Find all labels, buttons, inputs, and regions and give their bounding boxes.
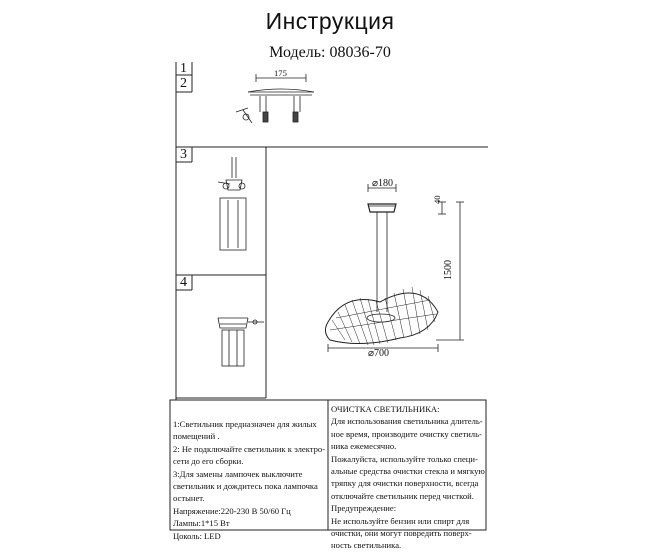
socket-spec: Цоколь: LED [173,530,221,541]
usage-line: сети до его сборки. [173,456,244,467]
cleaning-info-cell [331,403,485,552]
top-height-label: 40 [432,195,442,204]
usage-line: 2: Не подключайте светильник к электро- [173,443,326,454]
step4-lamp-drawing [218,318,264,366]
cleaning-line: тряпку для очистки поверхности, всегда [331,478,479,489]
cleaning-line: альные средства очистки стекла и мягкую [331,466,485,477]
model-number: Модель: 08036-70 [269,44,391,61]
step3-lamp-drawing [218,157,246,250]
cleaning-line: ника ежемесячно. [331,441,397,452]
step-number-1: 1 [180,61,187,76]
cleaning-line: Пожалуйста, используйте только специ- [331,453,478,464]
cleaning-line: Для использования светильника длитель- [331,416,483,427]
warning-line: очистки, они могут повредить поверх- [331,528,472,539]
warning-line: ность светильника. [331,540,402,551]
usage-line: светильник и дождитесь пока лампочка [173,481,318,492]
step-number-2: 2 [180,76,187,91]
usage-info-cell [173,418,325,542]
cleaning-heading: ОЧИСТКА СВЕТИЛЬНИКА: [331,404,440,414]
shade-diameter-label: ⌀700 [368,348,390,359]
warning-line: Не используйте бензин или спирт для [331,515,470,526]
lamp-spec: Лампы:1*15 Вт [173,518,230,529]
cleaning-line: ное время, производите очистку светиль- [331,428,482,439]
bracket-dimension-label: 175 [274,68,287,78]
usage-line: остынет. [173,493,205,504]
usage-line: 1:Светильник предназначен для жилых [173,419,317,429]
canopy-diameter-label: ⌀180 [372,178,394,189]
step-number-3: 3 [180,147,187,162]
document-title: Инструкция [265,8,395,34]
voltage-spec: Напряжение:220-230 В 50/60 Гц [173,505,291,516]
mounting-bracket-drawing [236,74,314,123]
cleaning-line: отключайте светильник перед чисткой. [331,490,474,501]
usage-line: помещений . [173,431,220,442]
total-height-label: 1500 [443,260,454,280]
usage-line: 3:Для замены лампочек выключите [173,468,303,479]
step-number-4: 4 [180,275,187,290]
warning-heading: Предупреждение: [331,503,397,514]
